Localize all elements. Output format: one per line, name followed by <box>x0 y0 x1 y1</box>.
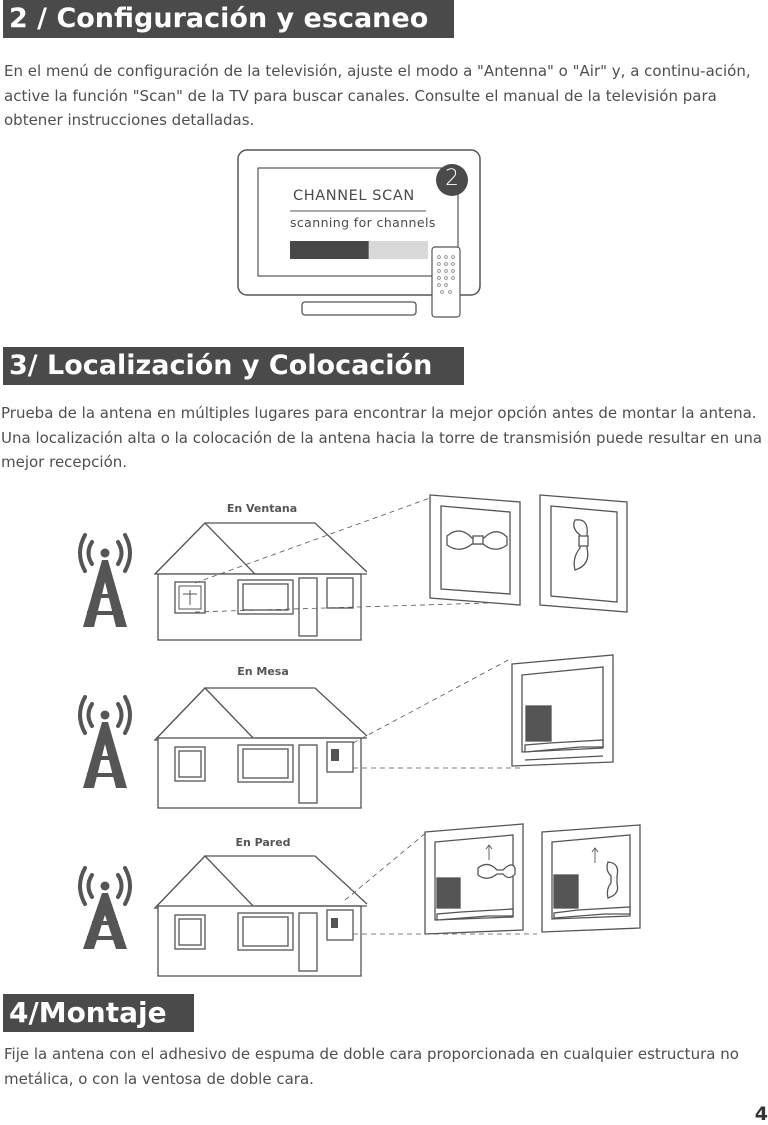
tv-screen-title: CHANNEL SCAN <box>293 188 415 204</box>
section-text-mounting: Fije la antena con el adhesivo de espuma de doble cara proporcionada en cualquier estructura no metálica, o con la ventosa de doble cara. <box>4 1045 739 1088</box>
house <box>155 856 367 976</box>
placement-label-window: En Ventana <box>226 502 298 515</box>
tv-screen-subtitle: scanning for channels <box>290 215 436 230</box>
scene-table-placement <box>75 650 635 815</box>
broadcast-tower-icon <box>80 697 130 788</box>
progress-bar-fill <box>290 241 369 259</box>
broadcast-tower-icon <box>80 868 130 949</box>
section-heading-mounting: 4/Montaje <box>3 994 194 1032</box>
scene-window-placement <box>75 490 635 650</box>
scene-wall-placement <box>75 818 645 988</box>
tv-stand <box>302 302 416 315</box>
section-heading-location: 3/ Localización y Colocación <box>3 347 464 385</box>
remote-control <box>432 247 460 317</box>
house <box>155 523 367 640</box>
broadcast-tower-icon <box>80 535 130 627</box>
section-heading-setup-scan: 2 / Configuración y escaneo <box>3 0 454 38</box>
section-text-location: Prueba de la antena en múltiples lugares para encontrar la mejor opción antes de montar la antena. Una localización alta o la colocación de la antena hacia la torre de transmisión puede resultar en una mejor recepción. <box>1 404 763 471</box>
page-number: 4 <box>754 1103 768 1125</box>
section-text-setup-scan: En el menú de configuración de la televisión, ajuste el modo a "Antenna" o "Air" y, a continu-ación, active la función "Scan" de la TV para buscar canales. Consulte el manual de la televisión para obtener instrucciones detalladas. <box>4 62 751 129</box>
wall-antenna-view-1 <box>425 824 523 934</box>
window-antenna-view-1 <box>430 495 520 605</box>
table-antenna-view <box>512 655 613 766</box>
placement-label-table: En Mesa <box>237 665 289 678</box>
wall-antenna-view-2 <box>542 825 640 932</box>
placement-label-wall: En Pared <box>235 836 291 849</box>
window-antenna-view-2 <box>540 495 627 612</box>
house <box>155 688 367 808</box>
step-badge-number: 2 <box>445 166 459 191</box>
